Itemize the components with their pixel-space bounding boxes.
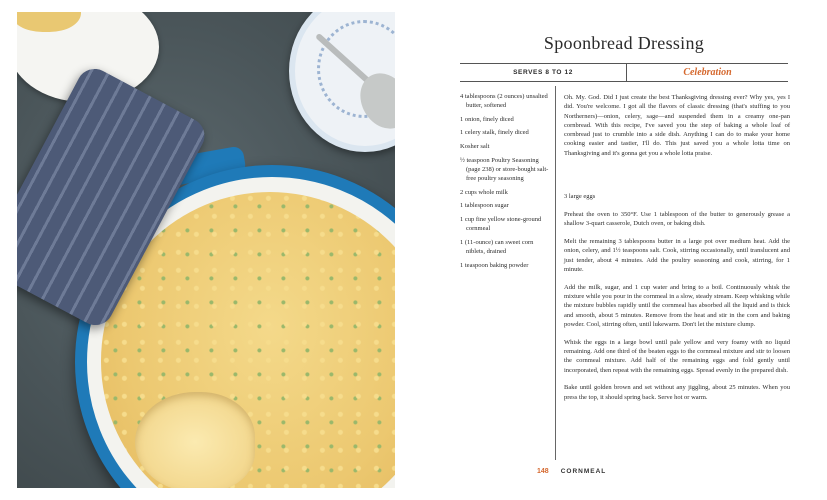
instruction-step: Bake until golden brown and set without any jiggling, about 25 minutes. When you press the top, it should spring back. Serve hot or warm.	[564, 384, 790, 401]
ingredient-list	[460, 93, 552, 275]
instruction-step: Preheat the oven to 350°F. Use 1 tablespoon of the butter to generously grease a shallow 3-quart casserole, Dutch oven, or baking dish.	[564, 210, 790, 228]
ingredient-item: 1 tablespoon sugar	[460, 202, 509, 210]
instruction-step: Add the milk, sugar, and 1 cup water and bring to a boil. Continuously whisk the mixture while you pour in the cornmeal in a slow, steady stream. Keep whisking while the mixture bubbles rapidly until the cornmeal has absorbed all the liquid and is thick and smooth, about 5 minutes. Remove from the heat and stir in the corn and baking powder. Cool, stirring often, until lukewarm. Don't let the mixture clump.	[564, 283, 790, 328]
instruction-step: Melt the remaining 3 tablespoons butter in a large pot over medium heat. Add the onion, celery, and 1½ teaspoons salt. Cook, stirring occasionally, until translucent and just tender, about 4 minutes. Add the poultry seasoning and cook, stirring, for 1 minute.	[564, 237, 790, 273]
recipe-photo	[17, 12, 395, 488]
instructions	[564, 93, 790, 410]
ingredient-item: 2 cups whole milk	[460, 188, 508, 196]
ingredient-item: 1 cup fine yellow stone-ground cornmeal	[460, 216, 542, 233]
ingredient-item: 1 celery stalk, finely diced	[460, 129, 529, 137]
section-name: CORNMEAL	[560, 468, 607, 475]
cornbread-slice	[17, 12, 81, 32]
scooped-portion	[135, 392, 255, 488]
recipe-title: Spoonbread Dressing	[543, 33, 705, 53]
serves-label: SERVES 8 TO 12	[460, 64, 627, 81]
column-divider	[555, 86, 556, 460]
ingredient-item: Kosher salt	[460, 143, 490, 151]
ingredient-item: 1 (11-ounce) can sweet corn niblets, drained	[460, 238, 534, 255]
ingredient-item: 1 teaspoon baking powder	[460, 261, 529, 269]
ingredient-item: 4 tablespoons (2 ounces) unsalted butter, softened	[460, 93, 548, 109]
serves-bar	[460, 63, 788, 82]
headnote: Oh. My. God. Did I just create the best Thanksgiving dressing ever? Why yes, yes I did. You're welcome. I got all the flavors of classic dressing (that's stuffing to you Northerners)—onion, celery, sage—and suspended them in a creamy one-pan cornbread. With this recipe, I've saved you the step of baking a whole loaf of cornbread just to crumble into a side dish. Anything I can do to make your home cooking easier and tastier, I'll do. This just saved you a whole lotta time on Thanksgiving and it's gonna get you a whole lotta praise.	[564, 94, 790, 157]
instruction-step: Whisk the eggs in a large bowl until pale yellow and very foamy with no liquid remaining. Add one third of the beaten eggs to the cornmeal mixture and stir to loosen the cornmeal mixture. Add half of the remaining eggs and fold gently until incorporated, then repeat with the remaining eggs. Spread evenly in the prepared dish.	[564, 338, 790, 374]
ingredient-item: ½ teaspoon Poultry Seasoning (page 238) or store-bought salt-free poultry seasoning	[460, 157, 549, 182]
occasion-label: Celebration	[683, 67, 732, 78]
page-number: 148	[537, 468, 549, 475]
instruction-step: 3 large eggs	[564, 193, 596, 201]
ingredient-item: 1 onion, finely diced	[460, 115, 514, 123]
page-footer	[537, 468, 606, 475]
